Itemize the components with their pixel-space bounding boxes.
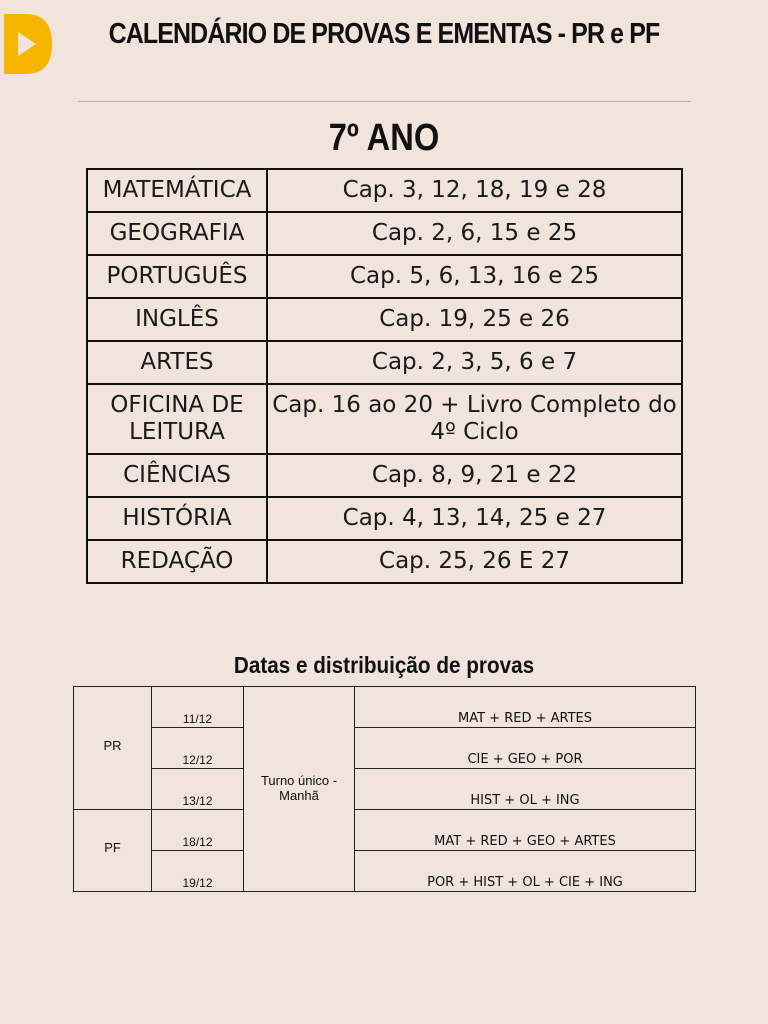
exam-date: 13/12 <box>152 769 244 810</box>
divider <box>78 101 691 102</box>
table-row <box>87 298 682 341</box>
period-label: PF <box>74 810 152 892</box>
subject-chapters: Cap. 2, 6, 15 e 25 <box>267 212 682 255</box>
table-row <box>87 454 682 497</box>
distribution-table <box>73 686 696 892</box>
subject-name: OFICINA DE LEITURA <box>87 384 267 454</box>
exam-date: 11/12 <box>152 687 244 728</box>
subject-name: INGLÊS <box>87 298 267 341</box>
subject-name: PORTUGUÊS <box>87 255 267 298</box>
table-row <box>74 728 696 769</box>
table-row <box>74 769 696 810</box>
subject-chapters: Cap. 8, 9, 21 e 22 <box>267 454 682 497</box>
subject-chapters: Cap. 16 ao 20 + Livro Completo do 4º Ciclo <box>267 384 682 454</box>
table-row <box>87 212 682 255</box>
subject-name: REDAÇÃO <box>87 540 267 583</box>
table-row <box>74 851 696 892</box>
table-row <box>87 384 682 454</box>
exam-subjects: MAT + RED + GEO + ARTES <box>355 810 696 851</box>
table-row <box>87 341 682 384</box>
subject-chapters: Cap. 19, 25 e 26 <box>267 298 682 341</box>
subject-chapters: Cap. 3, 12, 18, 19 e 28 <box>267 169 682 212</box>
page-title: CALENDÁRIO DE PROVAS E EMENTAS - PR e PF <box>108 18 660 50</box>
table-row <box>74 810 696 851</box>
subject-chapters: Cap. 4, 13, 14, 25 e 27 <box>267 497 682 540</box>
subject-name: GEOGRAFIA <box>87 212 267 255</box>
subject-name: ARTES <box>87 341 267 384</box>
exam-subjects: HIST + OL + ING <box>355 769 696 810</box>
subject-name: CIÊNCIAS <box>87 454 267 497</box>
grade-heading: 7º ANO <box>328 117 440 159</box>
table-row <box>87 169 682 212</box>
distribution-title: Datas e distribuição de provas <box>233 652 535 678</box>
shift-label: Turno único - Manhã <box>244 687 355 892</box>
exam-subjects: POR + HIST + OL + CIE + ING <box>355 851 696 892</box>
subjects-table <box>86 168 683 584</box>
table-row <box>87 255 682 298</box>
exam-subjects: CIE + GEO + POR <box>355 728 696 769</box>
subject-chapters: Cap. 2, 3, 5, 6 e 7 <box>267 341 682 384</box>
exam-date: 18/12 <box>152 810 244 851</box>
period-label: PR <box>74 687 152 810</box>
subject-chapters: Cap. 25, 26 E 27 <box>267 540 682 583</box>
subject-name: HISTÓRIA <box>87 497 267 540</box>
subject-chapters: Cap. 5, 6, 13, 16 e 25 <box>267 255 682 298</box>
subject-name: MATEMÁTICA <box>87 169 267 212</box>
exam-date: 12/12 <box>152 728 244 769</box>
table-row <box>74 687 696 728</box>
table-row <box>87 540 682 583</box>
table-row <box>87 497 682 540</box>
exam-subjects: MAT + RED + ARTES <box>355 687 696 728</box>
brand-logo-icon <box>4 14 52 74</box>
exam-date: 19/12 <box>152 851 244 892</box>
